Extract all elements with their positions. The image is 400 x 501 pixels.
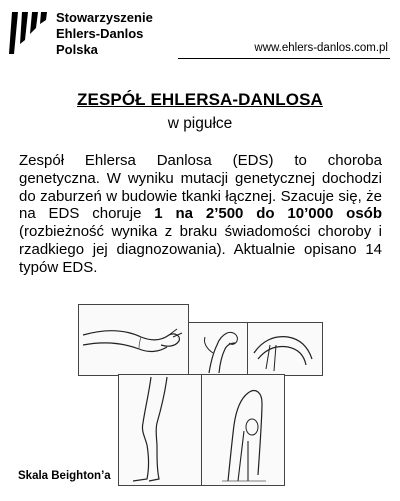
header-divider [178,58,390,59]
website-url: www.ehlers-danlos.com.pl [254,42,388,54]
page-subtitle: w pigułce [167,115,233,132]
elbow-hyperextension-sketch [78,304,189,376]
intro-text-part2: (rozbieżność wynika z braku świadomości choroby i rzadkiego jej diagnozowania). Aktualnie opisano 14 typów EDS. [19,223,382,276]
thumb-to-forearm-sketch [188,322,248,376]
figure-caption: Skala Beighton’a [18,470,111,482]
forward-bend-palms-sketch [201,374,285,486]
finger-hyperextension-sketch [247,322,323,376]
knee-hyperextension-sketch [118,374,202,486]
page-header [0,0,400,70]
intro-paragraph [19,152,382,277]
zebra-stripes-icon [8,10,48,56]
organization-name: Stowarzyszenie Ehlers-Danlos Polska [56,10,153,57]
prevalence-highlight: 1 na 2’500 do 10’000 osób [154,205,382,223]
page-title: ZESPÓŁ EHLERSA-DANLOSA [77,90,323,109]
intro-text-part1: Zespół Ehlersa Danlosa (EDS) to choroba genetyczna. W wyniku mutacji genetycznej dochodzi do zaburzeń w budowie tkanki łącznej. Szacuje się, że na EDS choruje [19,152,382,223]
